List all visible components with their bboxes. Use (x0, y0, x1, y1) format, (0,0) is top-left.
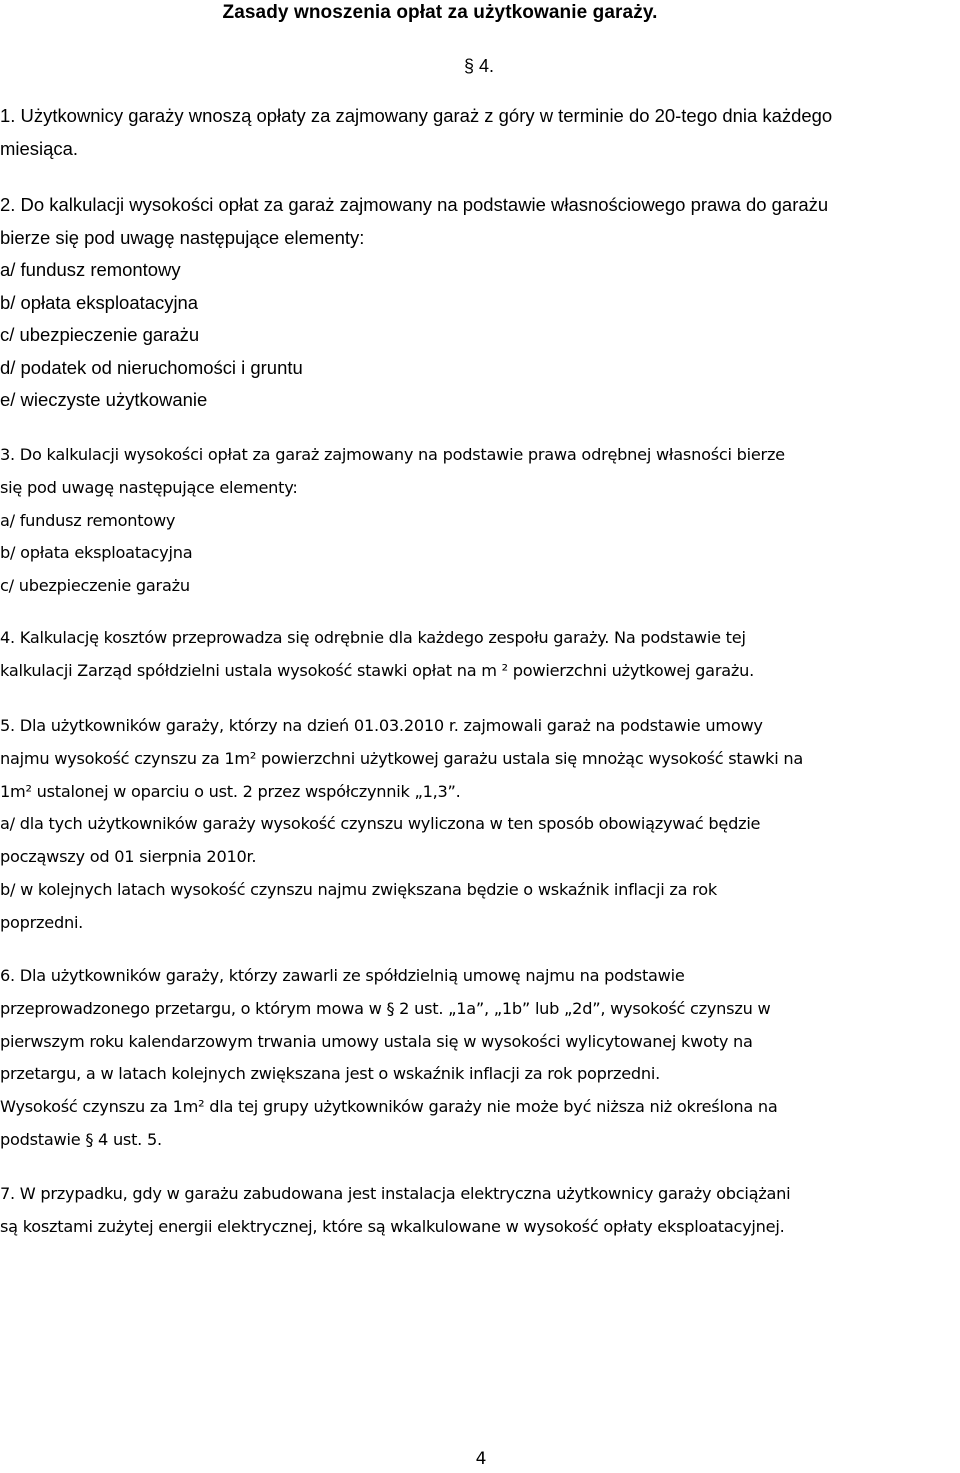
point-6 (0, 960, 958, 1157)
point-2-item: e/ wieczyste użytkowanie (0, 389, 208, 410)
point-2-item: d/ podatek od nieruchomości i gruntu (0, 356, 303, 378)
point-1-line: 1. Użytkownicy garaży wnoszą opłaty za zajmowany garaż z góry w terminie do 20-tego dnia każdego (0, 105, 833, 126)
point-6-line: pierwszym roku kalendarzowym trwania umowy ustala się w wysokości wylicytowanej kwoty na (0, 1031, 753, 1051)
point-1-line: miesiąca. (0, 137, 78, 159)
point-5-line: a/ dla tych użytkowników garaży wysokość czynszu wyliczona w ten sposób obowiązywać będzie (0, 814, 761, 834)
point-2-item: b/ opłata eksploatacyjna (0, 291, 199, 313)
section-mark: § 4. (464, 56, 495, 76)
point-5-line: 5. Dla użytkowników garaży, którzy na dzień 01.03.2010 r. zajmowali garaż na podstawie umowy (0, 716, 763, 735)
document-title: Zasady wnoszenia opłat za użytkowanie garaży. (222, 2, 658, 23)
point-2-item: c/ ubezpieczenie garażu (0, 324, 200, 345)
point-5-line: 1m² ustalonej w oparciu o ust. 2 przez współczynnik „1,3”. (0, 781, 461, 801)
point-7-line: 7. W przypadku, gdy w garażu zabudowana jest instalacja elektryczna użytkownicy garaży obciążani (0, 1184, 791, 1203)
point-3-item: b/ opłata eksploatacyjna (0, 543, 193, 563)
point-6-line: 6. Dla użytkowników garaży, którzy zawarli ze spółdzielnią umowę najmu na podstawie (0, 966, 685, 985)
point-4-line: kalkulacji Zarząd spółdzielni ustala wysokość stawki opłat na m ² powierzchni użytkowej garażu. (0, 660, 754, 680)
point-7-line: są kosztami zużytej energii elektrycznej, które są wkalkulowane w wysokość opłaty eksploatacyjnej. (0, 1216, 785, 1236)
point-6-line: podstawie § 4 ust. 5. (0, 1129, 162, 1149)
point-1 (0, 100, 958, 165)
point-7 (0, 1178, 958, 1244)
point-3-line: się pod uwagę następujące elementy: (0, 477, 298, 497)
point-4 (0, 622, 958, 688)
point-5 (0, 710, 958, 940)
point-2-item: a/ fundusz remontowy (0, 259, 181, 280)
point-5-line: poprzedni. (0, 912, 84, 932)
point-3 (0, 439, 958, 603)
point-6-line: przetargu, a w latach kolejnych zwiększana jest o wskaźnik inflacji za rok poprzedni. (0, 1064, 661, 1084)
point-6-line: Wysokość czynszu za 1m² dla tej grupy użytkowników garaży nie może być niższa niż określona na (0, 1097, 778, 1117)
point-6-line: przeprowadzonego przetargu, o którym mowa w § 2 ust. „1a”, „1b” lub „2d”, wysokość czynszu w (0, 998, 771, 1018)
point-3-line: 3. Do kalkulacji wysokości opłat za garaż zajmowany na podstawie prawa odrębnej własności bierze (0, 445, 785, 464)
point-4-line: 4. Kalkulację kosztów przeprowadza się odrębnie dla każdego zespołu garaży. Na podstawie tej (0, 628, 746, 647)
point-3-item: a/ fundusz remontowy (0, 510, 176, 530)
point-3-item: c/ ubezpieczenie garażu (0, 576, 190, 596)
point-5-line: b/ w kolejnych latach wysokość czynszu najmu zwiększana będzie o wskaźnik inflacji za rok (0, 879, 717, 899)
point-2-line: bierze się pod uwagę następujące elementy: (0, 226, 365, 248)
page-number: 4 (475, 1449, 487, 1469)
point-5-line: najmu wysokość czynszu za 1m² powierzchni użytkowej garażu ustala się mnożąc wysokość stawki na (0, 748, 803, 768)
point-2-line: 2. Do kalkulacji wysokości opłat za garaż zajmowany na podstawie własnościowego prawa do garażu (0, 194, 829, 215)
point-2 (0, 189, 958, 417)
point-5-line: począwszy od 01 sierpnia 2010r. (0, 847, 257, 867)
